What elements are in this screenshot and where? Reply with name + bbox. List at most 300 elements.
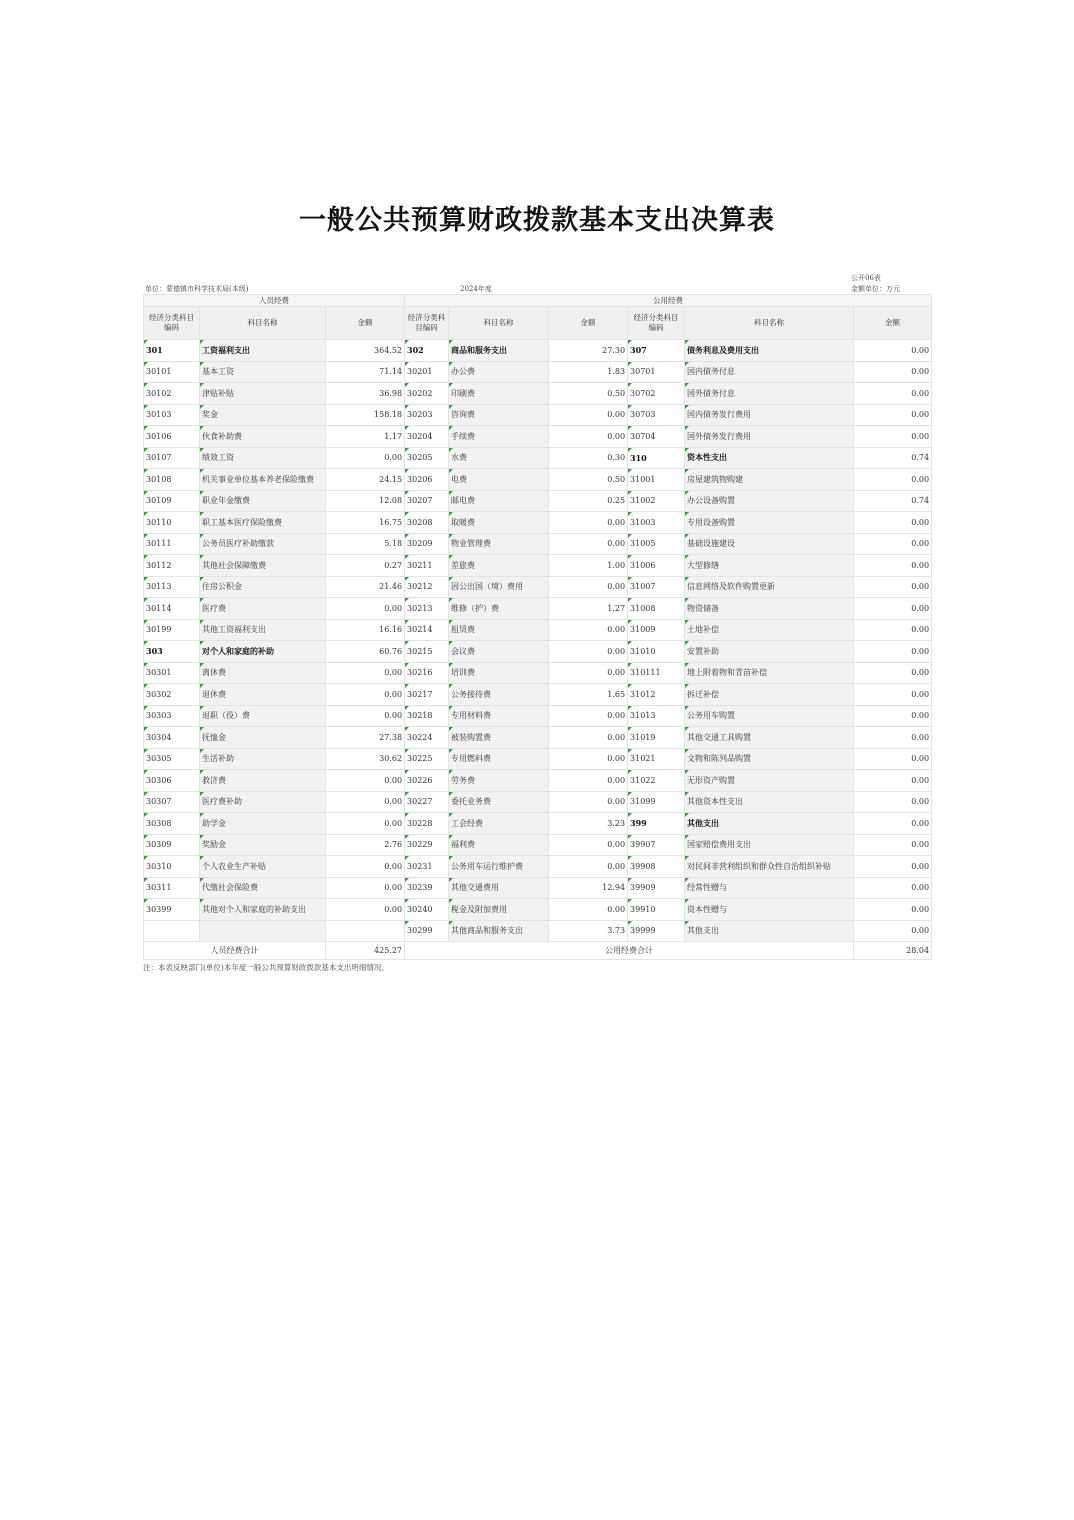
cell-name: 资本性赠与 bbox=[685, 899, 854, 921]
cell-code: 30231 bbox=[405, 856, 449, 878]
cell-amount: 1.65 bbox=[549, 684, 628, 706]
cell-amount: 0.27 bbox=[326, 555, 405, 577]
cell-name: 其他商品和服务支出 bbox=[449, 920, 549, 942]
cell-code: 39909 bbox=[628, 877, 685, 899]
table-row bbox=[144, 856, 932, 878]
cell-code: 307 bbox=[628, 340, 685, 362]
cell-code: 30304 bbox=[144, 727, 200, 749]
cell-name: 经常性赠与 bbox=[685, 877, 854, 899]
cell-amount: 0.00 bbox=[549, 426, 628, 448]
cell-code: 30227 bbox=[405, 791, 449, 813]
total-public-label: 公用经费合计 bbox=[405, 942, 854, 960]
cell-code: 30299 bbox=[405, 920, 449, 942]
cell-amount: 364.52 bbox=[326, 340, 405, 362]
cell-code: 310 bbox=[628, 447, 685, 469]
cell-amount: 0.00 bbox=[854, 598, 932, 620]
table-row bbox=[144, 469, 932, 491]
cell-code: 30106 bbox=[144, 426, 200, 448]
cell-amount: 16.75 bbox=[326, 512, 405, 534]
cell-code: 31013 bbox=[628, 705, 685, 727]
cell-code: 30239 bbox=[405, 877, 449, 899]
table-row bbox=[144, 705, 932, 727]
cell-name: 机关事业单位基本养老保险缴费 bbox=[200, 469, 326, 491]
cell-code: 30103 bbox=[144, 404, 200, 426]
cell-code: 30228 bbox=[405, 813, 449, 835]
form-number-row bbox=[143, 272, 931, 283]
cell-amount: 1.17 bbox=[326, 426, 405, 448]
cell-amount: 0.00 bbox=[854, 834, 932, 856]
cell-name: 其他支出 bbox=[685, 920, 854, 942]
cell-code bbox=[144, 920, 200, 942]
cell-amount: 0.00 bbox=[854, 727, 932, 749]
cell-code: 30109 bbox=[144, 490, 200, 512]
cell-name: 安置补助 bbox=[685, 641, 854, 663]
cell-name: 无形资产购置 bbox=[685, 770, 854, 792]
cell-code: 30224 bbox=[405, 727, 449, 749]
cell-amount: 0.00 bbox=[549, 533, 628, 555]
cell-amount: 2.76 bbox=[326, 834, 405, 856]
form-number: 公开06表 bbox=[851, 274, 881, 282]
cell-amount: 1.83 bbox=[549, 361, 628, 383]
cell-code: 310111 bbox=[628, 662, 685, 684]
cell-code: 30102 bbox=[144, 383, 200, 405]
cell-amount: 0.00 bbox=[854, 361, 932, 383]
cell-code: 303 bbox=[144, 641, 200, 663]
table-row bbox=[144, 748, 932, 770]
cell-name: 国外债务付息 bbox=[685, 383, 854, 405]
cell-name: 其他工资福利支出 bbox=[200, 619, 326, 641]
table-row bbox=[144, 361, 932, 383]
cell-code: 30202 bbox=[405, 383, 449, 405]
col-header-amount: 金额 bbox=[854, 307, 932, 340]
cell-name: 咨询费 bbox=[449, 404, 549, 426]
cell-name: 公务用车运行维护费 bbox=[449, 856, 549, 878]
cell-code: 30309 bbox=[144, 834, 200, 856]
cell-name: 土地补偿 bbox=[685, 619, 854, 641]
cell-name: 房屋建筑物购建 bbox=[685, 469, 854, 491]
total-row bbox=[144, 942, 932, 960]
cell-name: 公务员医疗补助缴款 bbox=[200, 533, 326, 555]
cell-code: 30308 bbox=[144, 813, 200, 835]
total-personnel-label: 人员经费合计 bbox=[144, 942, 326, 960]
cell-code: 30302 bbox=[144, 684, 200, 706]
cell-code: 30201 bbox=[405, 361, 449, 383]
cell-name: 地上附着物和青苗补偿 bbox=[685, 662, 854, 684]
cell-name: 抚恤金 bbox=[200, 727, 326, 749]
cell-code: 30199 bbox=[144, 619, 200, 641]
cell-amount: 0.00 bbox=[854, 877, 932, 899]
table-row bbox=[144, 426, 932, 448]
cell-code: 39907 bbox=[628, 834, 685, 856]
cell-name: 职工基本医疗保险缴费 bbox=[200, 512, 326, 534]
cell-amount: 5.18 bbox=[326, 533, 405, 555]
cell-name bbox=[200, 920, 326, 942]
cell-name: 培训费 bbox=[449, 662, 549, 684]
cell-amount: 0.00 bbox=[549, 748, 628, 770]
budget-sheet bbox=[143, 272, 931, 973]
cell-name: 助学金 bbox=[200, 813, 326, 835]
cell-code: 399 bbox=[628, 813, 685, 835]
cell-name: 其他资本性支出 bbox=[685, 791, 854, 813]
cell-amount: 0.00 bbox=[326, 899, 405, 921]
cell-code: 302 bbox=[405, 340, 449, 362]
cell-code: 31001 bbox=[628, 469, 685, 491]
cell-code: 31007 bbox=[628, 576, 685, 598]
table-row bbox=[144, 340, 932, 362]
cell-name: 电费 bbox=[449, 469, 549, 491]
cell-code: 31099 bbox=[628, 791, 685, 813]
cell-code: 30208 bbox=[405, 512, 449, 534]
table-row bbox=[144, 490, 932, 512]
cell-code: 30399 bbox=[144, 899, 200, 921]
cell-amount: 0.00 bbox=[854, 383, 932, 405]
cell-amount: 0.74 bbox=[854, 490, 932, 512]
cell-code: 30213 bbox=[405, 598, 449, 620]
cell-amount: 0.50 bbox=[549, 469, 628, 491]
cell-amount: 3.73 bbox=[549, 920, 628, 942]
cell-code: 30212 bbox=[405, 576, 449, 598]
cell-code: 30303 bbox=[144, 705, 200, 727]
table-row bbox=[144, 576, 932, 598]
cell-code: 30101 bbox=[144, 361, 200, 383]
cell-name: 差旅费 bbox=[449, 555, 549, 577]
cell-name: 大型修缮 bbox=[685, 555, 854, 577]
cell-amount: 0.00 bbox=[326, 662, 405, 684]
cell-amount: 0.00 bbox=[326, 791, 405, 813]
cell-amount: 16.16 bbox=[326, 619, 405, 641]
cell-code: 30110 bbox=[144, 512, 200, 534]
group-public: 公用经费 bbox=[405, 295, 932, 307]
cell-amount: 36.98 bbox=[326, 383, 405, 405]
cell-name: 奖励金 bbox=[200, 834, 326, 856]
expenditure-table bbox=[143, 294, 932, 960]
cell-amount: 30.62 bbox=[326, 748, 405, 770]
cell-code: 30704 bbox=[628, 426, 685, 448]
cell-amount: 0.00 bbox=[326, 770, 405, 792]
cell-amount: 0.00 bbox=[854, 899, 932, 921]
table-row bbox=[144, 770, 932, 792]
cell-name: 医疗费 bbox=[200, 598, 326, 620]
cell-name: 救济费 bbox=[200, 770, 326, 792]
cell-amount: 0.00 bbox=[326, 856, 405, 878]
cell-code: 31006 bbox=[628, 555, 685, 577]
cell-amount: 0.00 bbox=[854, 920, 932, 942]
cell-name: 专用设备购置 bbox=[685, 512, 854, 534]
cell-code: 30203 bbox=[405, 404, 449, 426]
cell-amount: 0.00 bbox=[854, 641, 932, 663]
cell-name: 退职（役）费 bbox=[200, 705, 326, 727]
table-row bbox=[144, 555, 932, 577]
cell-code: 30111 bbox=[144, 533, 200, 555]
cell-code: 30113 bbox=[144, 576, 200, 598]
cell-name: 绩效工资 bbox=[200, 447, 326, 469]
cell-code: 30229 bbox=[405, 834, 449, 856]
cell-name: 税金及附加费用 bbox=[449, 899, 549, 921]
cell-code: 30240 bbox=[405, 899, 449, 921]
cell-name: 住房公积金 bbox=[200, 576, 326, 598]
cell-amount: 0.00 bbox=[549, 576, 628, 598]
cell-code: 30226 bbox=[405, 770, 449, 792]
table-row bbox=[144, 684, 932, 706]
cell-amount: 0.30 bbox=[549, 447, 628, 469]
col-header-amount: 金额 bbox=[326, 307, 405, 340]
cell-code: 31019 bbox=[628, 727, 685, 749]
cell-amount: 0.00 bbox=[854, 705, 932, 727]
cell-amount: 0.00 bbox=[326, 705, 405, 727]
cell-amount: 0.00 bbox=[854, 533, 932, 555]
cell-amount: 0.00 bbox=[854, 340, 932, 362]
cell-amount: 27.38 bbox=[326, 727, 405, 749]
cell-name: 资本性支出 bbox=[685, 447, 854, 469]
cell-name: 其他交通工具购置 bbox=[685, 727, 854, 749]
cell-code: 30217 bbox=[405, 684, 449, 706]
cell-code: 30225 bbox=[405, 748, 449, 770]
cell-name: 生活补助 bbox=[200, 748, 326, 770]
cell-code: 39910 bbox=[628, 899, 685, 921]
cell-code: 30306 bbox=[144, 770, 200, 792]
cell-code: 30310 bbox=[144, 856, 200, 878]
col-header-code: 经济分类科目编码 bbox=[628, 307, 685, 340]
cell-amount: 0.00 bbox=[854, 770, 932, 792]
table-row bbox=[144, 598, 932, 620]
cell-amount: 0.00 bbox=[549, 619, 628, 641]
cell-amount: 0.00 bbox=[854, 619, 932, 641]
cell-amount: 0.00 bbox=[326, 598, 405, 620]
cell-name: 对个人和家庭的补助 bbox=[200, 641, 326, 663]
cell-amount: 0.00 bbox=[326, 877, 405, 899]
table-row bbox=[144, 447, 932, 469]
cell-name: 国内债务付息 bbox=[685, 361, 854, 383]
col-header-name: 科目名称 bbox=[449, 307, 549, 340]
table-row bbox=[144, 813, 932, 835]
cell-name: 印刷费 bbox=[449, 383, 549, 405]
cell-amount: 0.00 bbox=[854, 662, 932, 684]
cell-name: 物业管理费 bbox=[449, 533, 549, 555]
cell-name: 代缴社会保险费 bbox=[200, 877, 326, 899]
cell-name: 工会经费 bbox=[449, 813, 549, 835]
cell-name: 基础设施建设 bbox=[685, 533, 854, 555]
cell-name: 拆迁补偿 bbox=[685, 684, 854, 706]
cell-name: 专用燃料费 bbox=[449, 748, 549, 770]
cell-amount: 0.00 bbox=[854, 576, 932, 598]
cell-code: 30204 bbox=[405, 426, 449, 448]
cell-name: 其他对个人和家庭的补助支出 bbox=[200, 899, 326, 921]
cell-code: 30209 bbox=[405, 533, 449, 555]
cell-amount: 0.00 bbox=[854, 791, 932, 813]
cell-amount: 0.74 bbox=[854, 447, 932, 469]
meta-row bbox=[143, 283, 931, 294]
table-row bbox=[144, 877, 932, 899]
cell-amount: 0.00 bbox=[854, 512, 932, 534]
cell-name: 手续费 bbox=[449, 426, 549, 448]
col-header-code: 经济分类科目编码 bbox=[405, 307, 449, 340]
table-row bbox=[144, 383, 932, 405]
group-personnel: 人员经费 bbox=[144, 295, 405, 307]
table-row bbox=[144, 619, 932, 641]
cell-name: 其他支出 bbox=[685, 813, 854, 835]
cell-code: 30301 bbox=[144, 662, 200, 684]
cell-name: 物资储备 bbox=[685, 598, 854, 620]
cell-code: 30218 bbox=[405, 705, 449, 727]
cell-name: 工资福利支出 bbox=[200, 340, 326, 362]
cell-name: 职业年金缴费 bbox=[200, 490, 326, 512]
cell-amount: 0.00 bbox=[549, 404, 628, 426]
table-row bbox=[144, 512, 932, 534]
cell-amount: 0.00 bbox=[549, 662, 628, 684]
cell-name: 公务用车购置 bbox=[685, 705, 854, 727]
cell-name: 国外债务发行费用 bbox=[685, 426, 854, 448]
cell-code: 31012 bbox=[628, 684, 685, 706]
col-header-name: 科目名称 bbox=[685, 307, 854, 340]
cell-name: 个人农业生产补贴 bbox=[200, 856, 326, 878]
cell-amount: 0.00 bbox=[854, 555, 932, 577]
cell-amount: 158.18 bbox=[326, 404, 405, 426]
cell-code: 31002 bbox=[628, 490, 685, 512]
cell-amount: 0.00 bbox=[854, 748, 932, 770]
cell-name: 办公设备购置 bbox=[685, 490, 854, 512]
cell-amount: 0.00 bbox=[854, 426, 932, 448]
table-row bbox=[144, 662, 932, 684]
cell-amount: 0.00 bbox=[854, 469, 932, 491]
cell-name: 国内债务发行费用 bbox=[685, 404, 854, 426]
cell-code: 31005 bbox=[628, 533, 685, 555]
table-row bbox=[144, 899, 932, 921]
cell-name: 维修（护）费 bbox=[449, 598, 549, 620]
table-row bbox=[144, 727, 932, 749]
cell-name: 公务接待费 bbox=[449, 684, 549, 706]
cell-name: 退休费 bbox=[200, 684, 326, 706]
column-header-row bbox=[144, 307, 932, 340]
cell-code: 31022 bbox=[628, 770, 685, 792]
cell-code: 301 bbox=[144, 340, 200, 362]
cell-amount: 3.23 bbox=[549, 813, 628, 835]
cell-name: 离休费 bbox=[200, 662, 326, 684]
cell-name: 津贴补贴 bbox=[200, 383, 326, 405]
cell-code: 30114 bbox=[144, 598, 200, 620]
cell-code: 30112 bbox=[144, 555, 200, 577]
table-row bbox=[144, 641, 932, 663]
cell-name: 其他交通费用 bbox=[449, 877, 549, 899]
cell-name: 对民间非营利组织和群众性自治组织补贴 bbox=[685, 856, 854, 878]
cell-code: 30703 bbox=[628, 404, 685, 426]
cell-amount: 24.15 bbox=[326, 469, 405, 491]
cell-name: 因公出国（境）费用 bbox=[449, 576, 549, 598]
cell-code: 31010 bbox=[628, 641, 685, 663]
cell-amount: 0.00 bbox=[326, 684, 405, 706]
cell-amount: 0.00 bbox=[549, 641, 628, 663]
cell-amount: 60.76 bbox=[326, 641, 405, 663]
cell-code: 30216 bbox=[405, 662, 449, 684]
cell-amount: 0.00 bbox=[549, 856, 628, 878]
cell-code: 30206 bbox=[405, 469, 449, 491]
cell-name: 被装购置费 bbox=[449, 727, 549, 749]
cell-name: 商品和服务支出 bbox=[449, 340, 549, 362]
footnote: 注：本表反映部门(单位)本年度一般公共预算财政拨款基本支出明细情况。 bbox=[143, 963, 389, 972]
cell-name: 委托业务费 bbox=[449, 791, 549, 813]
cell-code: 30215 bbox=[405, 641, 449, 663]
cell-code: 30305 bbox=[144, 748, 200, 770]
unit-label: 单位：蒙德镇市科学技术局(本级) bbox=[145, 285, 249, 293]
cell-code: 39999 bbox=[628, 920, 685, 942]
cell-name: 专用材料费 bbox=[449, 705, 549, 727]
cell-amount: 0.00 bbox=[854, 856, 932, 878]
table-row bbox=[144, 791, 932, 813]
cell-amount: 0.00 bbox=[326, 813, 405, 835]
cell-name: 信息网络及软件购置更新 bbox=[685, 576, 854, 598]
cell-code: 30702 bbox=[628, 383, 685, 405]
cell-name: 债务利息及费用支出 bbox=[685, 340, 854, 362]
cell-name: 劳务费 bbox=[449, 770, 549, 792]
cell-code: 30207 bbox=[405, 490, 449, 512]
cell-name: 文物和陈列品购置 bbox=[685, 748, 854, 770]
cell-amount: 27.30 bbox=[549, 340, 628, 362]
cell-amount: 0.00 bbox=[549, 791, 628, 813]
amount-unit-label: 金额单位：万元 bbox=[851, 285, 900, 293]
cell-code: 30307 bbox=[144, 791, 200, 813]
group-header-row bbox=[144, 295, 932, 307]
cell-amount bbox=[326, 920, 405, 942]
cell-amount: 0.00 bbox=[854, 404, 932, 426]
table-body bbox=[144, 340, 932, 942]
cell-name: 邮电费 bbox=[449, 490, 549, 512]
total-personnel-amount: 425.27 bbox=[326, 942, 405, 960]
cell-name: 奖金 bbox=[200, 404, 326, 426]
cell-code: 31003 bbox=[628, 512, 685, 534]
cell-amount: 21.46 bbox=[326, 576, 405, 598]
cell-name: 办公费 bbox=[449, 361, 549, 383]
cell-code: 31021 bbox=[628, 748, 685, 770]
cell-amount: 12.08 bbox=[326, 490, 405, 512]
cell-code: 30311 bbox=[144, 877, 200, 899]
cell-code: 30108 bbox=[144, 469, 200, 491]
cell-amount: 0.00 bbox=[549, 899, 628, 921]
cell-amount: 0.00 bbox=[549, 770, 628, 792]
cell-code: 39908 bbox=[628, 856, 685, 878]
cell-amount: 0.00 bbox=[854, 813, 932, 835]
cell-code: 30214 bbox=[405, 619, 449, 641]
cell-amount: 71.14 bbox=[326, 361, 405, 383]
cell-amount: 0.00 bbox=[549, 705, 628, 727]
cell-amount: 12.94 bbox=[549, 877, 628, 899]
cell-amount: 0.00 bbox=[549, 834, 628, 856]
page-title: 一般公共预算财政拨款基本支出决算表 bbox=[299, 205, 775, 236]
cell-amount: 1.00 bbox=[549, 555, 628, 577]
cell-amount: 0.50 bbox=[549, 383, 628, 405]
cell-code: 31008 bbox=[628, 598, 685, 620]
cell-code: 30107 bbox=[144, 447, 200, 469]
table-row bbox=[144, 533, 932, 555]
table-row bbox=[144, 920, 932, 942]
col-header-code: 经济分类科目编码 bbox=[144, 307, 200, 340]
cell-amount: 0.00 bbox=[326, 447, 405, 469]
cell-amount: 0.00 bbox=[549, 512, 628, 534]
cell-name: 福利费 bbox=[449, 834, 549, 856]
cell-name: 医疗费补助 bbox=[200, 791, 326, 813]
table-row bbox=[144, 404, 932, 426]
cell-name: 水费 bbox=[449, 447, 549, 469]
total-public-amount: 28.04 bbox=[854, 942, 932, 960]
cell-amount: 0.00 bbox=[549, 727, 628, 749]
cell-amount: 0.25 bbox=[549, 490, 628, 512]
cell-code: 30701 bbox=[628, 361, 685, 383]
cell-name: 会议费 bbox=[449, 641, 549, 663]
cell-amount: 0.00 bbox=[854, 684, 932, 706]
cell-code: 30205 bbox=[405, 447, 449, 469]
cell-name: 租赁费 bbox=[449, 619, 549, 641]
cell-amount: 1.27 bbox=[549, 598, 628, 620]
cell-code: 31009 bbox=[628, 619, 685, 641]
col-header-amount: 金额 bbox=[549, 307, 628, 340]
